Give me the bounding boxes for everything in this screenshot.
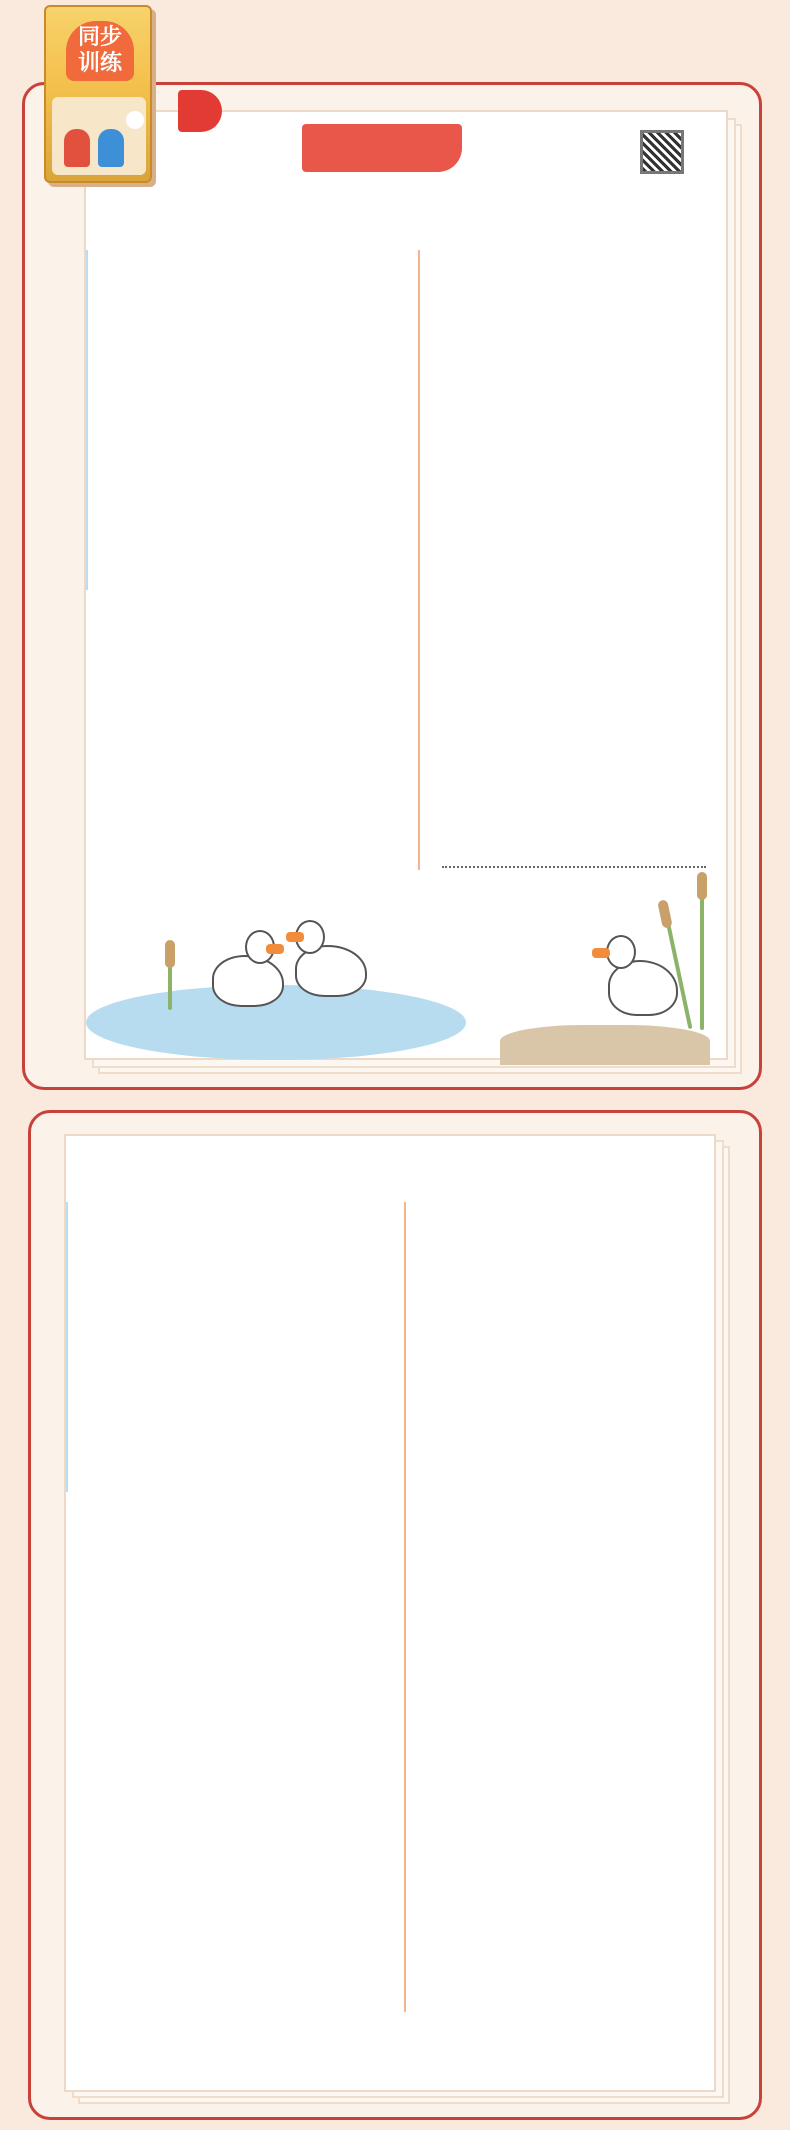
- midterm-training-row[interactable]: [438, 848, 710, 884]
- cattail-illustration: [165, 940, 175, 968]
- duck-beak: [286, 932, 304, 942]
- book-cover-title-art: 同步 训练: [66, 21, 134, 81]
- cattail-illustration: [697, 872, 707, 900]
- reed-illustration: [700, 880, 704, 1030]
- cover-child-figure: [98, 129, 124, 167]
- shore-illustration: [500, 1025, 710, 1065]
- toc-page-top: [84, 110, 728, 1060]
- column-divider: [66, 1202, 68, 1492]
- cover-snowman-figure: [126, 111, 144, 129]
- duck-beak: [266, 944, 284, 954]
- column-divider: [404, 1202, 406, 2012]
- toc-heading: [302, 124, 462, 172]
- duck-beak: [592, 948, 610, 958]
- duck-illustration: [606, 935, 636, 969]
- edition-badge: [178, 90, 222, 132]
- qr-code-icon[interactable]: [640, 130, 684, 174]
- column-divider: [86, 250, 88, 590]
- column-divider: [418, 250, 420, 870]
- cover-child-figure: [64, 129, 90, 167]
- leader-dots: [442, 856, 706, 868]
- book-cover-image: [44, 5, 152, 183]
- toc-page-bottom: [64, 1134, 716, 2092]
